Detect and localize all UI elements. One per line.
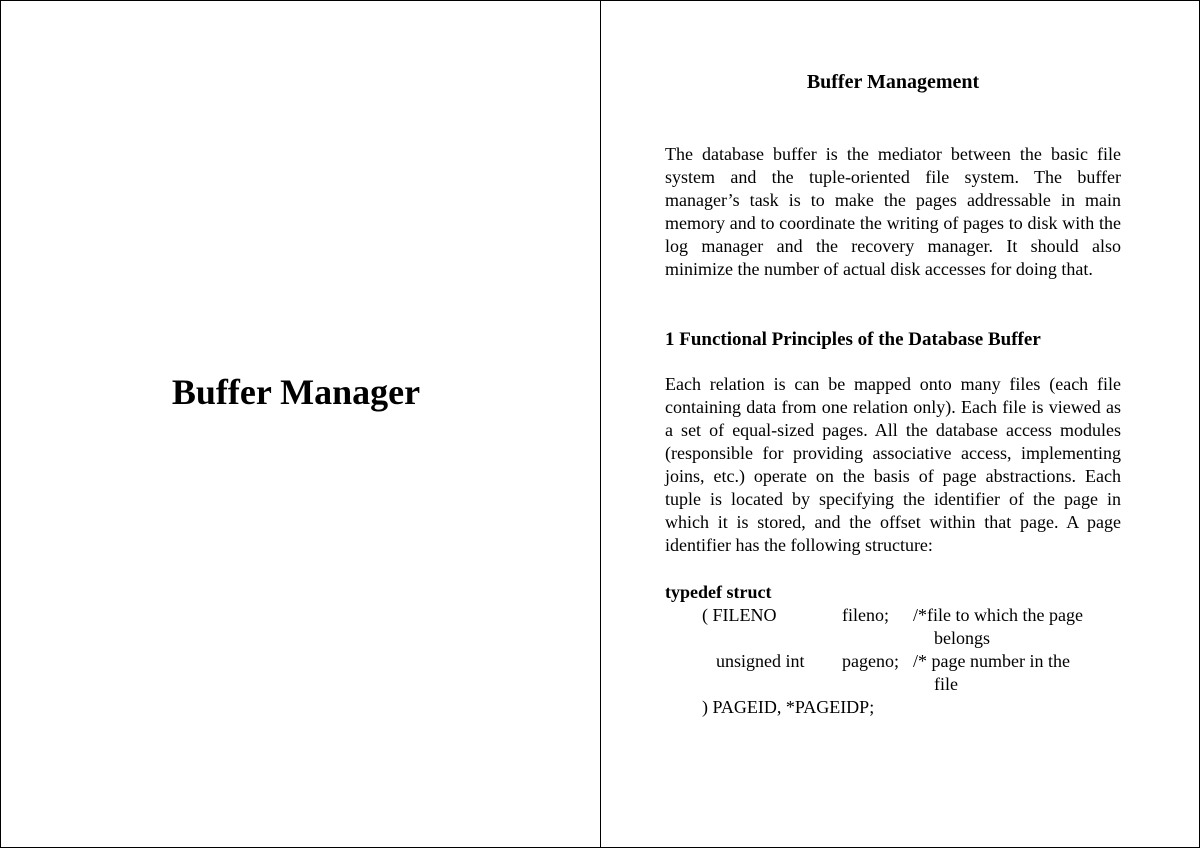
code-field-pageno: pageno; bbox=[842, 651, 899, 671]
code-comment-pageno: /* page number in the bbox=[913, 651, 1070, 671]
chapter-title: Buffer Manager bbox=[171, 372, 421, 412]
code-comment-pageno-cont: file bbox=[934, 674, 958, 694]
code-closing: ) PAGEID, *PAGEIDP; bbox=[702, 697, 875, 717]
code-type-pageno: unsigned int bbox=[716, 651, 805, 671]
right-page-content bbox=[665, 67, 1121, 719]
section-paragraph: Each relation is can be mapped onto many files (each file containing data from one relation only). Each file is viewed as a set of equal-sized pages. All the database access modules (responsible for providing associative access, implementing joins, etc.) operate on the basis of page abstractions. Each tuple is located by specifying the identifier of the page in which it is stored, and the offset within that page. A page identifier has the following structure: bbox=[665, 374, 1121, 555]
code-block bbox=[665, 604, 1121, 719]
code-type-fileno: ( FILENO bbox=[702, 605, 777, 625]
left-page bbox=[1, 1, 601, 847]
code-field-fileno: fileno; bbox=[842, 605, 889, 625]
code-comment-fileno: /*file to which the page bbox=[913, 605, 1083, 625]
intro-paragraph: The database buffer is the mediator between the basic file system and the tuple-oriented file system. The buffer manager’s task is to make the pages addressable in main memory and to coordinate the writing of pages to disk with the log manager and the recovery manager. It should also minimize the number of actual disk accesses for doing that. bbox=[665, 144, 1121, 279]
code-comment-fileno-cont: belongs bbox=[934, 628, 990, 648]
right-page bbox=[601, 1, 1199, 847]
section-heading: 1 Functional Principles of the Database Buffer bbox=[665, 329, 1041, 350]
code-title: typedef struct bbox=[665, 582, 772, 602]
page-heading: Buffer Management bbox=[806, 71, 980, 93]
